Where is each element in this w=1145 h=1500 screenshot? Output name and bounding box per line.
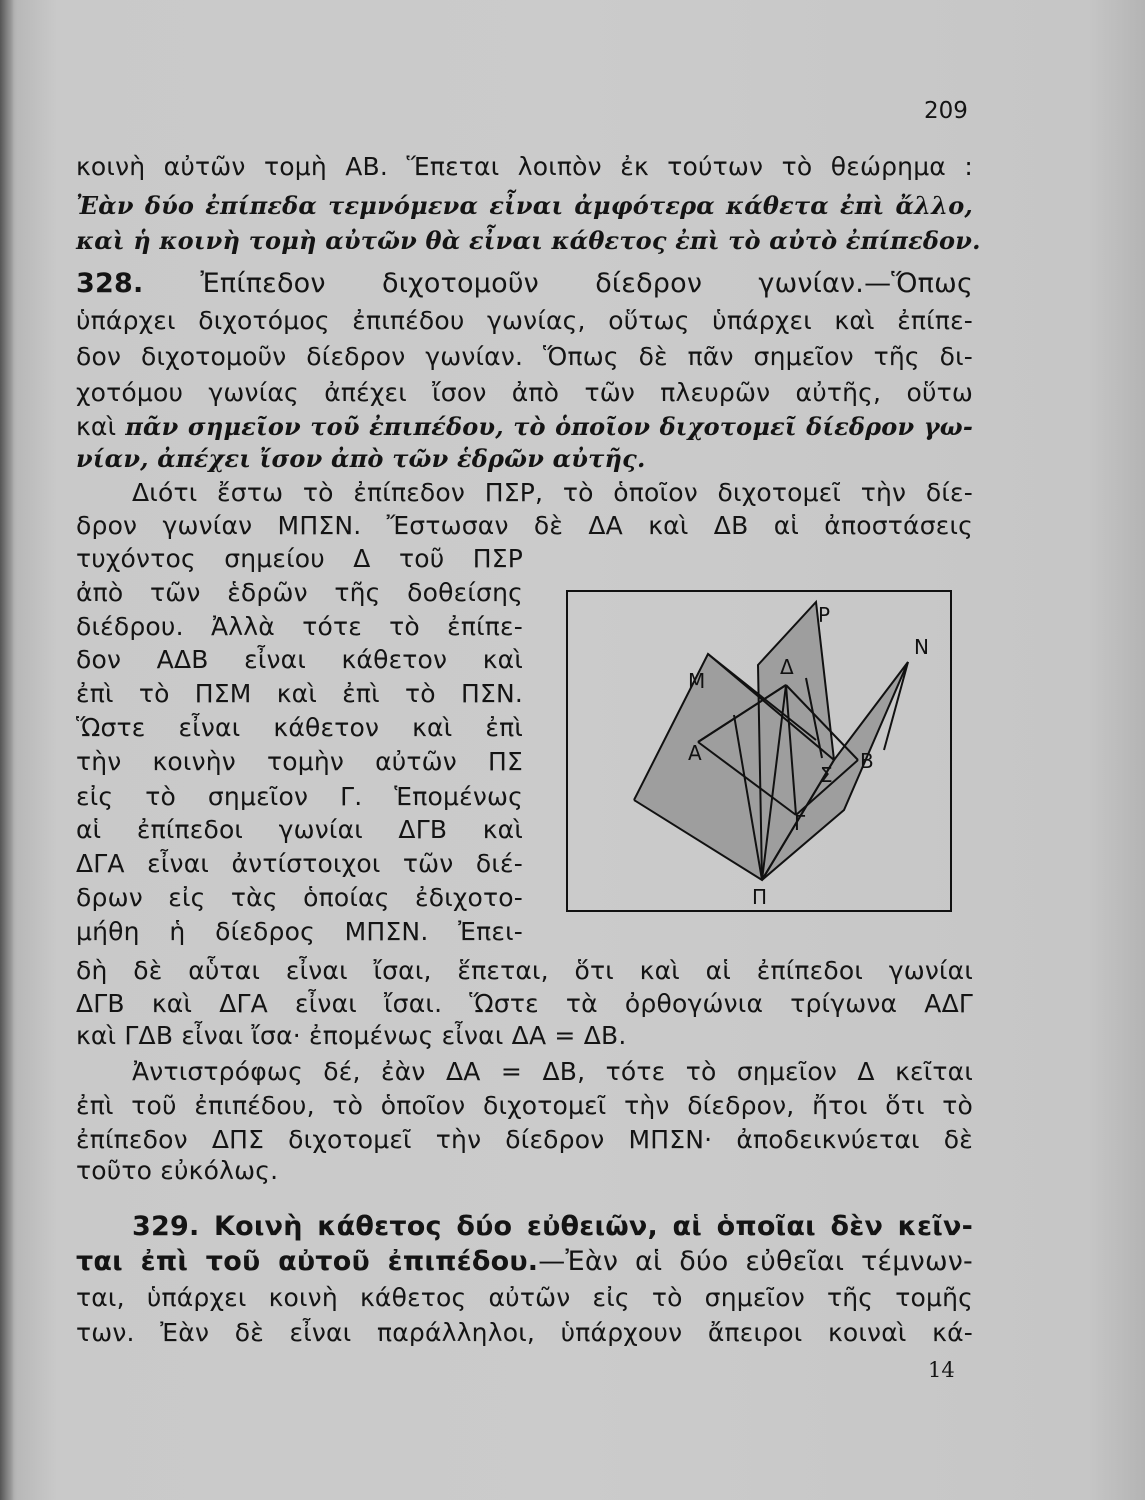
text-line (76, 342, 973, 372)
text-run: νίαν, ἀπέχει ἴσον ἀπὸ τῶν ἑδρῶν αὐτῆς. (76, 444, 646, 473)
text-run: ἐπὶ τοῦ ἐπιπέδου, τὸ ὁποῖον διχοτομεῖ τὴν δίεδρον, ἤτοι ὅτι τὸ (76, 1091, 973, 1120)
text-line (76, 444, 973, 474)
section-328-heading (76, 269, 973, 299)
text-line (76, 679, 523, 709)
text-run: δρων εἰς τὰς ὁποίας ἐδιχοτο- (76, 883, 523, 912)
text-run: ΔΓΒ καὶ ΔΓΑ εἶναι ἴσαι. Ὥστε τὰ ὀρθογώνια τρίγωνα ΑΔΓ (76, 989, 973, 1018)
figure-svg (566, 590, 952, 912)
text-line (76, 378, 973, 408)
text-run: μήθη ἡ δίεδρος ΜΠΣΝ. Ἐπει- (76, 917, 523, 946)
text-line (76, 306, 973, 336)
text-run: τοῦτο εὐκόλως. (76, 1156, 279, 1185)
text-line (76, 412, 973, 442)
label-mu: Μ (688, 669, 706, 693)
text-run: ΔΓΑ εἶναι ἀντίστοιχοι τῶν διέ- (76, 849, 523, 878)
text-run: χοτόμου γωνίας ἀπέχει ἴσον ἀπὸ τῶν πλευρῶν αὐτῆς, οὕτω (76, 378, 973, 407)
text-line (76, 645, 523, 675)
text-line (76, 1283, 973, 1313)
text-run: ὑπάρχει διχοτόμος ἐπιπέδου γωνίας, οὕτως ὑπάρχει καὶ ἐπίπε- (76, 306, 973, 335)
text-run: δον διχοτομοῦν δίεδρον γωνίαν. Ὅπως δὲ πᾶν σημεῖον τῆς δι- (76, 342, 973, 371)
text-line (76, 1247, 973, 1277)
text-run: 329. Κοινὴ κάθετος δύο εὐθειῶν, αἱ ὁποῖαι δὲν κεῖν- (132, 1211, 973, 1242)
text-run: καὶ (76, 412, 126, 441)
text-run: ἐπὶ τὸ ΠΣΜ καὶ ἐπὶ τὸ ΠΣΝ. (76, 679, 523, 708)
text-run: Διότι ἔστω τὸ ἐπίπεδον ΠΣΡ, τὸ ὁποῖον διχοτομεῖ τὴν δίε- (132, 478, 973, 507)
text-run: τὴν κοινὴν τομὴν αὐτῶν ΠΣ (76, 747, 523, 776)
signature-number: 14 (928, 1358, 955, 1382)
text-run: ται ἐπὶ τοῦ αὐτοῦ ἐπιπέδου. (76, 1246, 539, 1277)
text-line (76, 152, 973, 182)
label-gamma: Γ (794, 811, 806, 835)
text-line (76, 612, 523, 642)
label-delta: Δ (780, 655, 794, 679)
text-line (76, 1125, 973, 1155)
label-alpha: Α (688, 741, 702, 765)
text-run: δον ΑΔΒ εἶναι κάθετον καὶ (76, 645, 523, 674)
label-pi: Π (752, 885, 768, 909)
text-line (76, 226, 981, 256)
text-run: καὶ ΓΔΒ εἶναι ἴσα· ἐπομένως εἶναι ΔΑ = ΔΒ. (76, 1021, 627, 1050)
text-line (132, 478, 973, 508)
label-beta: Β (860, 749, 874, 773)
text-line (76, 1091, 973, 1121)
text-line (76, 544, 523, 574)
text-run: 328. (76, 268, 201, 299)
label-rho: Ρ (818, 603, 831, 627)
text-line (76, 511, 973, 541)
text-line (76, 191, 973, 221)
text-line (76, 989, 973, 1019)
text-line (76, 1021, 973, 1051)
section-329-heading (132, 1212, 973, 1242)
text-line (76, 849, 523, 879)
page-edge-shadow (0, 0, 14, 1500)
label-sigma: Σ (820, 763, 833, 787)
text-run: Ὥστε εἶναι κάθετον καὶ ἐπὶ (76, 713, 523, 742)
text-run: ται, ὑπάρχει κοινὴ κάθετος αὐτῶν εἰς τὸ σημεῖον τῆς τομῆς (76, 1283, 973, 1312)
text-run: αἱ ἐπίπεδοι γωνίαι ΔΓΒ καὶ (76, 815, 523, 844)
text-run: κοινὴ αὐτῶν τομὴ ΑΒ. Ἕπεται λοιπὸν ἐκ τούτων τὸ θεώρημα : (76, 152, 973, 181)
text-line (76, 956, 973, 986)
text-run: ἀπὸ τῶν ἑδρῶν τῆς δοθείσης (76, 578, 523, 607)
text-line (76, 713, 523, 743)
text-line (76, 1318, 973, 1348)
text-line (76, 1156, 973, 1186)
text-run: Ἀντιστρόφως δέ, ἐὰν ΔΑ = ΔΒ, τότε τὸ σημεῖον Δ κεῖται (132, 1057, 973, 1086)
text-line (76, 782, 523, 812)
text-line (76, 883, 523, 913)
text-run: Ἐὰν δύο ἐπίπεδα τεμνόμενα εἶναι ἀμφότερα κάθετα ἐπὶ ἄλλο, (76, 191, 973, 220)
text-line (76, 917, 523, 947)
text-run: πᾶν σημεῖον τοῦ ἐπιπέδου, τὸ ὁποῖον διχοτομεῖ δίεδρον γω- (125, 412, 973, 441)
text-run: καὶ ἡ κοινὴ τομὴ αὐτῶν θὰ εἶναι κάθετος ἐπὶ τὸ αὐτὸ ἐπίπεδον. (76, 226, 981, 255)
text-line (76, 578, 523, 608)
dihedral-angle-figure (566, 590, 952, 912)
label-nu: Ν (914, 635, 929, 659)
text-line (76, 747, 523, 777)
text-line (132, 1057, 973, 1087)
text-run: Ἐπίπεδον διχοτομοῦν δίεδρον γωνίαν.—Ὅπως (200, 268, 973, 299)
text-run: —Ἐὰν αἱ δύο εὐθεῖαι τέμνων- (538, 1246, 973, 1277)
text-run: τυχόντος σημείου Δ τοῦ ΠΣΡ (76, 544, 523, 573)
text-run: εἰς τὸ σημεῖον Γ. Ἑπομένως (76, 782, 523, 811)
text-line (76, 815, 523, 845)
text-run: διέδρου. Ἀλλὰ τότε τὸ ἐπίπε- (76, 612, 523, 641)
text-run: δρον γωνίαν ΜΠΣΝ. Ἔστωσαν δὲ ΔΑ καὶ ΔΒ αἱ ἀποστάσεις (76, 511, 973, 540)
text-run: ἐπίπεδον ΔΠΣ διχοτομεῖ τὴν δίεδρον ΜΠΣΝ· ἀποδεικνύεται δὲ (76, 1125, 973, 1154)
page-number: 209 (924, 98, 968, 124)
text-run: των. Ἐὰν δὲ εἶναι παράλληλοι, ὑπάρχουν ἄπειροι κοιναὶ κά- (76, 1318, 973, 1347)
text-run: δὴ δὲ αὗται εἶναι ἴσαι, ἕπεται, ὅτι καὶ αἱ ἐπίπεδοι γωνίαι (76, 956, 973, 985)
